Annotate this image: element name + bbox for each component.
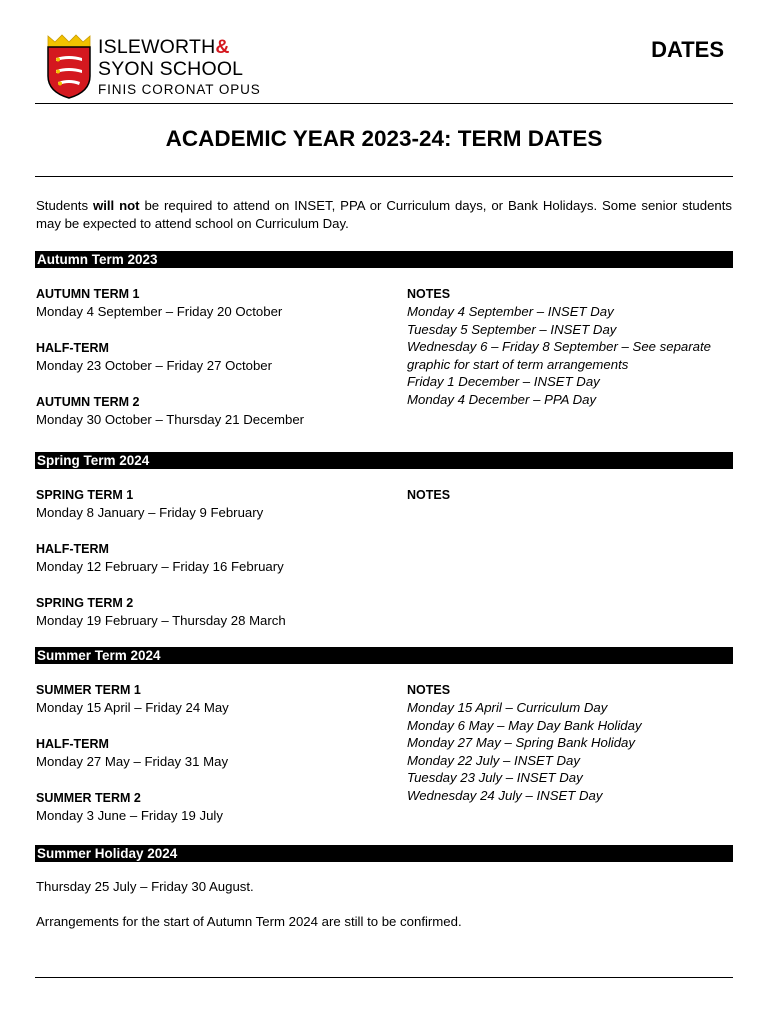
term-dates: Monday 4 September – Friday 20 October [36, 304, 283, 319]
note-item: Monday 4 September – INSET Day [407, 304, 614, 319]
note-item: Monday 22 July – INSET Day [407, 752, 580, 768]
page-title: ACADEMIC YEAR 2023-24: TERM DATES [165, 126, 603, 151]
section-heading-spring: Spring Term 2024 [35, 452, 733, 469]
term-dates: Monday 27 May – Friday 31 May [36, 754, 229, 769]
notes-label: NOTES [407, 683, 451, 697]
section-heading-summer-holiday: Summer Holiday 2024 [35, 845, 733, 862]
term-label: SUMMER TERM 1 [36, 683, 141, 697]
term-label: SPRING TERM 2 [36, 596, 134, 610]
note-item: Friday 1 December – INSET Day [407, 374, 600, 389]
school-name [98, 36, 243, 80]
term-dates: Monday 12 February – Friday 16 February [36, 559, 284, 574]
note-item: Wednesday 6 – Friday 8 September – See separate graphic for start of term arrangements [407, 339, 711, 372]
section-heading-summer: Summer Term 2024 [35, 647, 733, 664]
summer-notes [407, 681, 737, 804]
note-item: Monday 6 May – May Day Bank Holiday [407, 717, 642, 733]
term-label: HALF-TERM [36, 737, 109, 751]
holiday-dates: Thursday 25 July – Friday 30 August. [36, 879, 254, 894]
term-label: SUMMER TERM 2 [36, 791, 141, 805]
footer-divider [35, 977, 733, 978]
autumn-notes [407, 285, 737, 408]
term-label: AUTUMN TERM 1 [36, 287, 140, 301]
term-dates: Monday 15 April – Friday 24 May [36, 700, 229, 715]
school-name-line2: SYON SCHOOL [98, 58, 244, 80]
intro-text-end: be required to attend on INSET, PPA or Curriculum days, or Bank Holidays. Some senior students may be expected to attend school on Curriculum Day. [36, 198, 732, 231]
header-divider [35, 103, 733, 104]
section-heading-autumn: Autumn Term 2023 [35, 251, 733, 268]
intro-paragraph [36, 197, 732, 233]
term-label: HALF-TERM [36, 542, 109, 556]
school-name-line1: ISLEWORTH [98, 36, 216, 58]
spring-notes [407, 486, 737, 504]
title-divider [35, 176, 733, 177]
term-label: AUTUMN TERM 2 [36, 395, 140, 409]
intro-emphasis: will not [92, 198, 140, 213]
autumn-terms [36, 285, 386, 429]
document-label: DATES [651, 37, 724, 62]
summer-terms [36, 681, 386, 825]
note-item: Monday 15 April – Curriculum Day [407, 700, 608, 715]
term-label: SPRING TERM 1 [36, 488, 134, 502]
intro-text-start: Students [36, 198, 93, 213]
school-crest-icon [46, 34, 92, 100]
notes-label: NOTES [407, 287, 451, 301]
note-item: Tuesday 23 July – INSET Day [407, 770, 583, 785]
note-item: Monday 27 May – Spring Bank Holiday [407, 735, 635, 750]
term-dates: Monday 8 January – Friday 9 February [36, 505, 264, 520]
term-label: HALF-TERM [36, 341, 109, 355]
note-item: Wednesday 24 July – INSET Day [407, 787, 603, 803]
notes-label: NOTES [407, 488, 451, 502]
term-dates: Monday 19 February – Thursday 28 March [36, 613, 286, 628]
term-dates: Monday 23 October – Friday 27 October [36, 358, 273, 373]
school-motto: FINIS CORONAT OPUS [98, 82, 261, 97]
school-name-ampersand: & [215, 36, 230, 58]
term-dates: Monday 30 October – Thursday 21 December [36, 412, 305, 427]
holiday-note: Arrangements for the start of Autumn Term 2024 are still to be confirmed. [36, 914, 462, 929]
note-item: Tuesday 5 September – INSET Day [407, 321, 617, 337]
spring-terms [36, 486, 386, 630]
note-item: Monday 4 December – PPA Day [407, 391, 597, 407]
term-dates: Monday 3 June – Friday 19 July [36, 808, 223, 823]
